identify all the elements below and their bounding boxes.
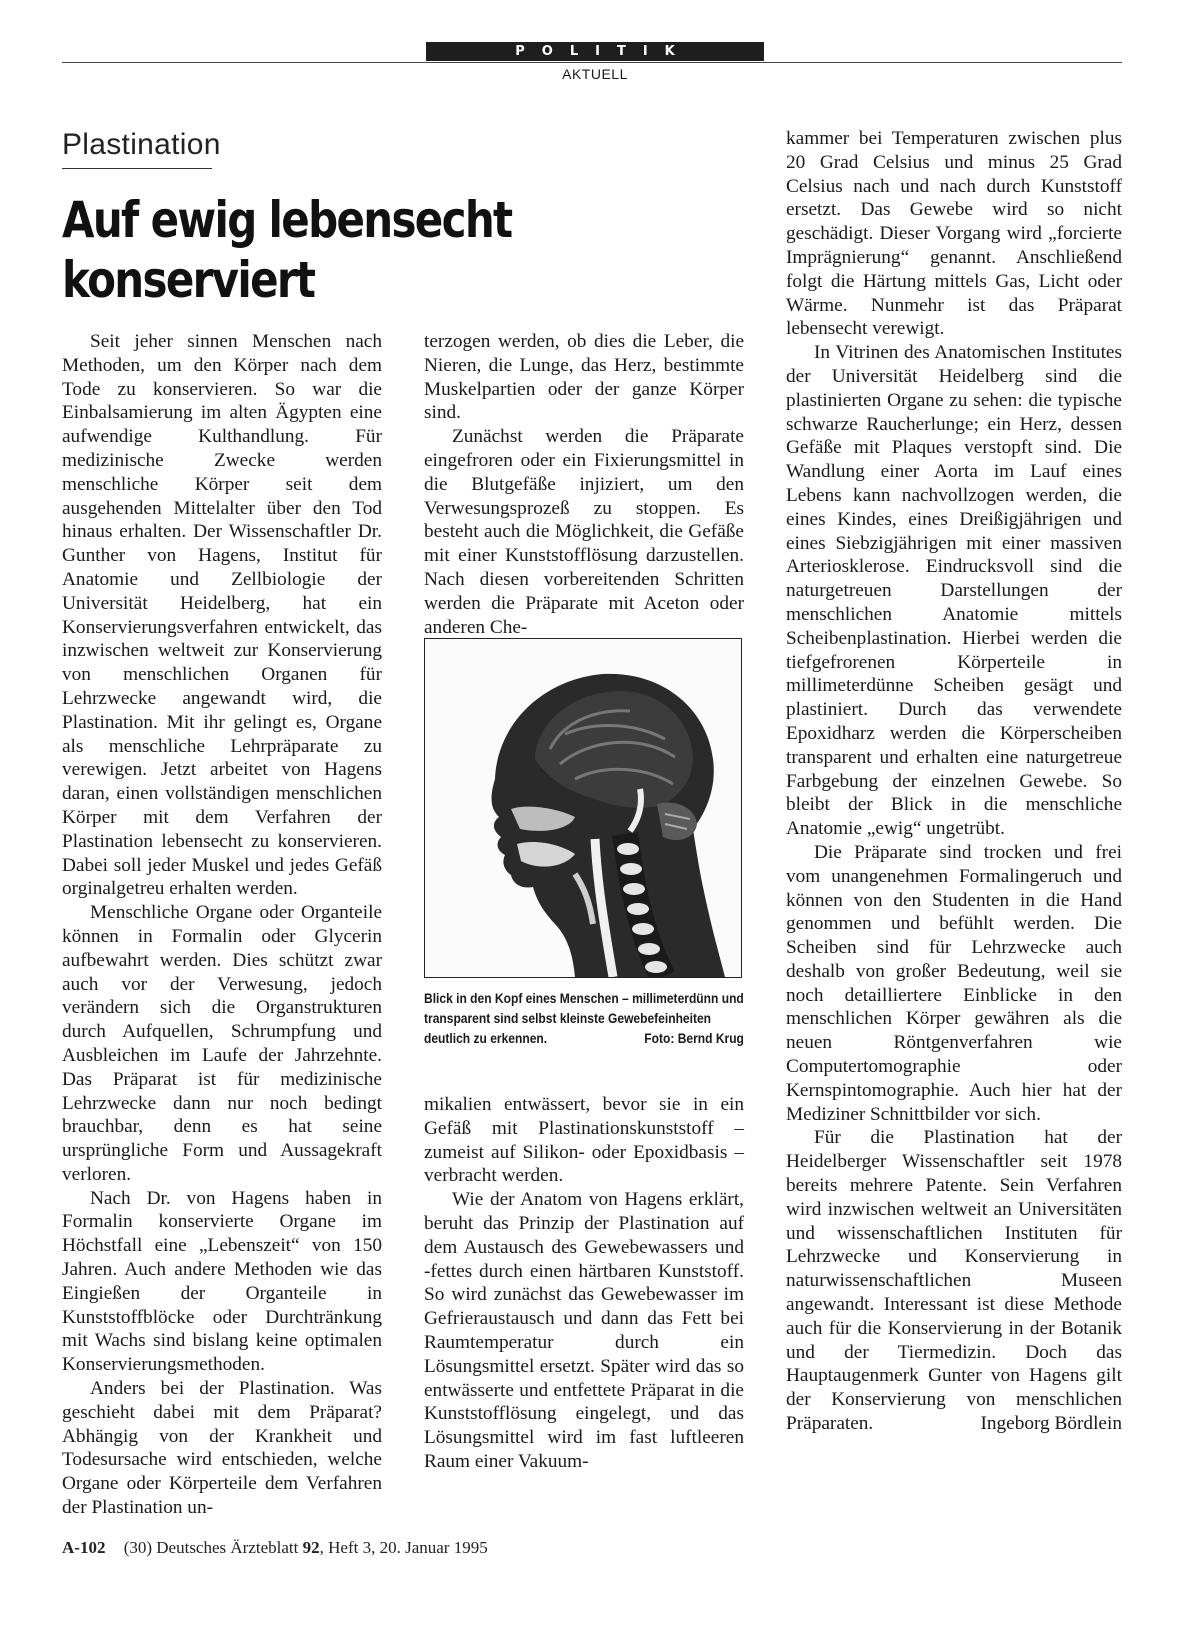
caption-text: Blick in den Kopf eines Menschen – millimeterdünn und transparent sind selbst kleinste Gewebefeinheiten deutlich zu erkennen. [424, 990, 744, 1046]
page-number: A-102 [62, 1538, 106, 1557]
subsection-label: AKTUELL [562, 66, 628, 82]
paragraph: In Vitrinen des Anatomischen Institutes der Universität Heidelberg sind die plastinierten Organe zu sehen: die typische schwarze Raucherlunge; ein Herz, dessen Gefäße mit Plaques verstopft sind. Die Wandlung einer Aorta im Lauf eines Lebens kann nachvollzogen werden, die eines Kindes, eines Dreißigjährigen und eines Siebzigjährigen mit einer massiven Arteriosklerose. Eindrucksvoll sind die naturgetreuen Darstellungen der menschlichen Anatomie mittels Scheibenplastination. Hierbei werden die tiefgefrorenen Körperteile in millimeterdünne Scheiben gesägt und plastiniert. Durch das verwendete Epoxidharz werden die Körperscheiben transparent und erhalten eine naturgetreue Farbgebung der einzelnen Gewebe. So bleibt der Blick in die menschliche Anatomie „ewig“ ungetrübt. [786, 342, 1122, 840]
volume-number: 92 [302, 1538, 320, 1557]
paragraph: Die Präparate sind trocken und frei vom unangenehmen Formalingeruch und können von den Studenten in die Hand genommen und befühlt werden. Die Scheiben sind für Lehrzwecke auch deshalb von großer Bedeutung, weil sie noch detailliertere Einblicke in den menschlichen Körper gewähren als die neuen Röntgenverfahren wie Computertomographie oder Kernspintomographie. Auch hier hat der Mediziner Schnittbilder vor sich. [786, 841, 1122, 1125]
paragraph: kammer bei Temperaturen zwischen plus 20 Grad Celsius und minus 25 Grad Celsius nach und nach durch Kunststoff ersetzt. Das Gewebe wird so nicht geschädigt. Dieser Vorgang wird „forcierte Imprägnierung“ genannt. Anschließend folgt die Härtung mittels Gas, Licht oder Wärme. Nunmehr ist das Präparat lebensecht verewigt. [786, 128, 1122, 340]
head-section-photo [424, 638, 742, 978]
head-sagittal-section-image [425, 639, 741, 977]
article-headline [62, 190, 650, 310]
section-banner: POLITIK [426, 42, 764, 61]
paragraph: mikalien entwässert, bevor sie in ein Gefäß mit Plastinationskunststoff – zumeist auf Silikon- oder Epoxidbasis – verbracht werden. [424, 1094, 744, 1187]
paragraph: Zunächst werden die Präparate eingefroren oder ein Fixierungsmittel in die Blutgefäße injiziert, um den Verwesungsprozeß zu stoppen. Es besteht auch die Möglichkeit, die Gefäße mit einer Kunststofflösung darzustellen. Nach diesen vorbereitenden Schritten werden die Präparate mit Aceton oder anderen Che- [424, 426, 744, 638]
paragraph: Wie der Anatom von Hagens erklärt, beruht das Prinzip der Plastination auf dem Austausch des Gewebewassers und -fettes durch einen härtbaren Kunststoff. So wird zunächst das Gewebewasser im Gefrieraustausch und dann das Fett bei Raumtemperatur durch ein Lösungsmittel ersetzt. Später wird das so entwässerte und entfettete Präparat in die Kunststofflösung eingelegt, und das Lösungsmittel wird im fast luftleeren Raum einer Vakuum- [424, 1189, 744, 1472]
paragraph: Anders bei der Plastination. Was geschieht dabei mit dem Präparat? Abhängig von der Krankheit und Todesursache wird entschieden, welche Organe oder Körperteile dem Verfahren der Plastination un- [62, 1378, 382, 1519]
column-2-bottom [424, 1093, 744, 1473]
photo-credit: Foto: Bernd Krug [644, 1030, 744, 1046]
paragraph: Seit jeher sinnen Menschen nach Methoden, um den Körper nach dem Tode zu konservieren. So war die Einbalsamierung im alten Ägypten eine aufwendige Kulthandlung. Für medizinische Zwecke werden menschliche Körper seit dem ausgehenden Mittelalter über den Tod hinaus erhalten. Der Wissenschaftler Dr. Gunther von Hagens, Institut für Anatomie und Zellbiologie der Universität Heidelberg, hat ein Konservierungsverfahren entwickelt, das inzwischen weltweit zur Konservierung von menschlichen Organen für Lehrzwecke angewandt wird, die Plastination. Mit ihr gelingt es, Organe als menschliche Lehrpräparate zu verewigen. Jetzt arbeitet von Hagens daran, einen vollständigen menschlichen Körper mit dem Verfahren der Plastination lebensecht zu konservieren. Dabei soll jeder Muskel und jedes Gefäß orginalgetreu erhalten werden. [62, 331, 382, 900]
author-name: Ingeborg Bördlein [980, 1413, 1122, 1435]
column-3 [786, 127, 1122, 1477]
headline-line-2: konserviert [62, 251, 315, 309]
paragraph-text: Für die Plastination hat der Heidelberger Wissenschaftler seit 1978 bereits mehrere Patente. Sein Verfahren wird inzwischen weltweit an Universitäten und wissenschaftlichen Instituten für Lehrzwecke und Konservierung in naturwissenschaftlichen Museen angewandt. Interessant ist diese Methode auch für die Konservierung in der Botanik und der Tiermedizin. Doch das Hauptaugenmerk Gunter von Hagens gilt der Konservierung von menschlichen Präparaten. [786, 1127, 1122, 1435]
column-1 [62, 330, 382, 1519]
headline-line-1: Auf ewig lebensecht [62, 191, 512, 249]
paragraph [786, 1126, 1122, 1435]
header-rule [62, 62, 1122, 63]
paragraph: terzogen werden, ob dies die Leber, die Nieren, die Lunge, das Herz, bestimmte Muskelpartien oder der ganze Körper sind. [424, 331, 744, 424]
page-footer [62, 1538, 488, 1558]
figure-caption [424, 988, 744, 1048]
paragraph: Menschliche Organe oder Organteile können in Formalin oder Glycerin aufbewahrt werden. Dies schützt zwar auch vor der Verwesung, jedoch verändern sich die Organstrukturen durch Aufquellen, Schrumpfung und Ausbleichen im Laufe der Jahrzehnte. Das Präparat ist für medizinische Lehrzwecke dann nur noch bedingt brauchbar, denn es hat seine ursprüngliche Form und Aussagekraft verloren. [62, 902, 382, 1185]
issue-suffix: , Heft 3, 20. Januar 1995 [319, 1538, 488, 1557]
column-2-top [424, 330, 744, 638]
kicker-rule [62, 168, 212, 169]
article-kicker: Plastination [62, 128, 221, 161]
issue-prefix: (30) Deutsches Ärzteblatt [123, 1538, 299, 1557]
paragraph: Nach Dr. von Hagens haben in Formalin konservierte Organe im Höchstfall eine „Lebenszeit“ von 150 Jahren. Auch andere Methoden wie das Eingießen der Organteile in Kunststoffblöcke oder Durchtränkung mit Wachs sind bislang keine optimalen Konservierungsmethoden. [62, 1187, 382, 1376]
